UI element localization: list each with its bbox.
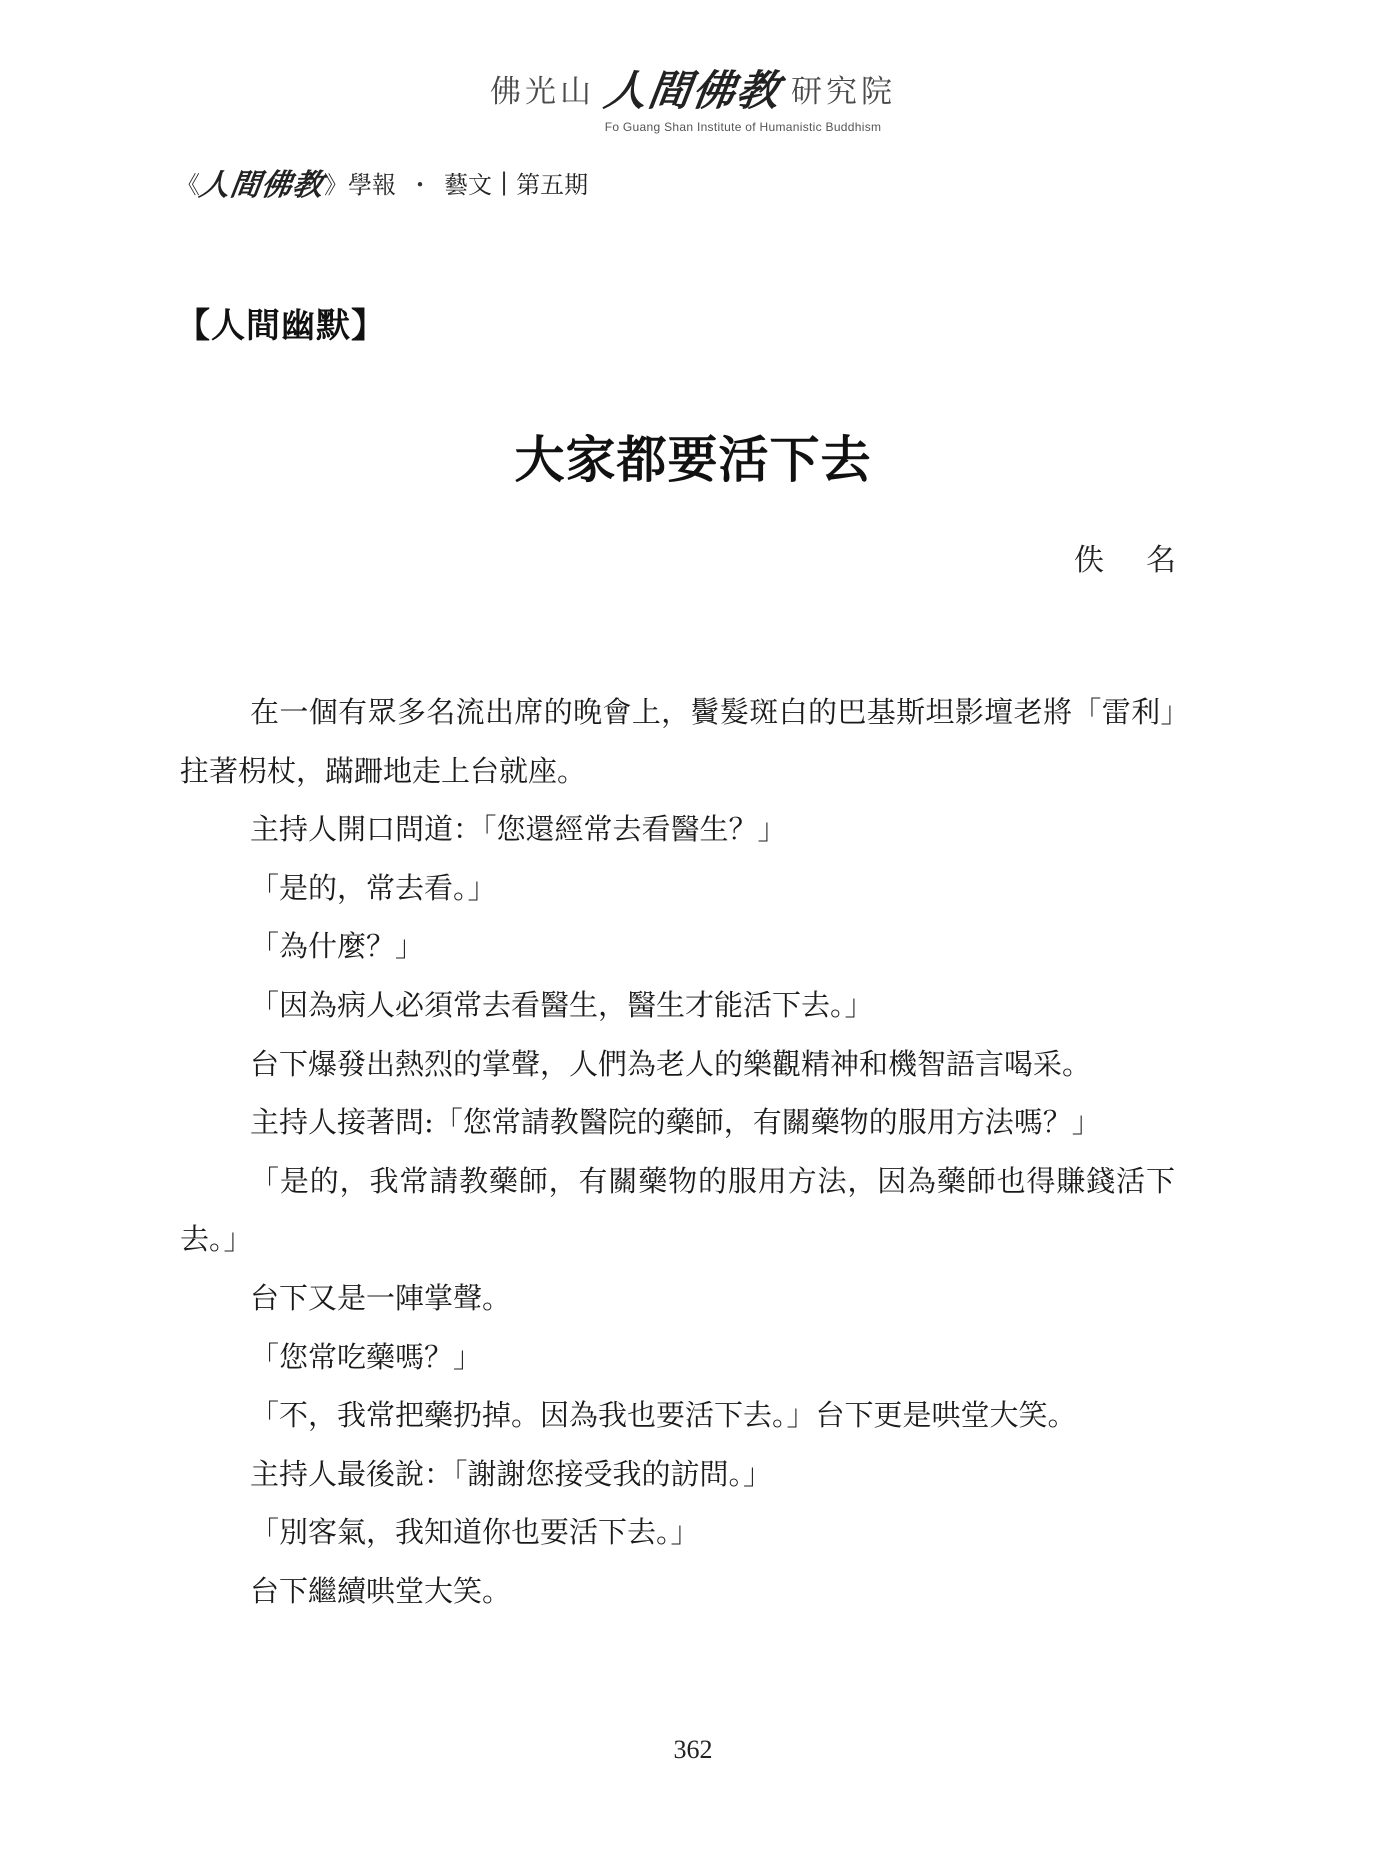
author-first-char: 佚 (1074, 543, 1104, 578)
journal-separator: ・ (408, 170, 432, 199)
institute-english-name: Fo Guang Shan Institute of Humanistic Buddhism (604, 120, 882, 134)
institute-header (0, 58, 1386, 134)
paragraph: 「別客氣，我知道你也要活下去。」 (250, 1515, 700, 1550)
paragraph: 主持人接著問:「您常請教醫院的藥師，有關藥物的服用方法嗎？」 (250, 1105, 1101, 1140)
author-second-char: 名 (1146, 543, 1176, 578)
paragraph: 「是的，我常請教藥師，有關藥物的服用方法，因為藥師也得賺錢活下去。」 (180, 1163, 1175, 1257)
paragraph: 「因為病人必須常去看醫生，醫生才能活下去。」 (250, 987, 874, 1022)
institute-logo: 人間佛教 (601, 66, 785, 115)
paragraph: 主持人最後說：「謝謝您接受我的訪問。」 (250, 1456, 773, 1491)
institute-name (490, 58, 896, 118)
article-title: 大家都要活下去 (514, 430, 872, 489)
paragraph: 「為什麼？」 (250, 929, 425, 964)
journal-close-bracket: 》 (324, 170, 348, 199)
column-label: 【人間幽默】 (176, 306, 386, 346)
paragraph: 台下繼續哄堂大笑。 (250, 1573, 512, 1608)
journal-section: 藝文 (444, 170, 492, 199)
paragraph: 台下又是一陣掌聲。 (250, 1280, 512, 1315)
journal-name: 學報 (348, 170, 396, 199)
paragraph: 「您常吃藥嗎？」 (250, 1339, 483, 1374)
paragraph: 在一個有眾多名流出席的晚會上，鬢髮斑白的巴基斯坦影壇老將「雷利」拄著枴杖，蹣跚地走上台就座。 (180, 695, 1175, 788)
journal-bar: | (500, 168, 509, 196)
article-body (180, 683, 1175, 1621)
page-number: 362 (673, 1735, 713, 1764)
institute-suffix: 研究院 (791, 73, 896, 110)
journal-issue: 第五期 (516, 170, 589, 199)
paragraph: 「不，我常把藥扔掉。因為我也要活下去。」台下更是哄堂大笑。 (250, 1398, 1077, 1433)
paragraph: 「是的，常去看。」 (250, 870, 497, 905)
journal-logo: 人間佛教 (197, 168, 326, 203)
paragraph: 主持人開口問道：「您還經常去看醫生？」 (250, 812, 787, 847)
paragraph: 台下爆發出熱烈的掌聲，人們為老人的樂觀精神和機智語言喝采。 (250, 1046, 1092, 1081)
author (1074, 535, 1176, 579)
journal-open-bracket: 《 (176, 170, 200, 199)
journal-running-head (176, 160, 588, 204)
institute-prefix: 佛光山 (489, 73, 595, 110)
